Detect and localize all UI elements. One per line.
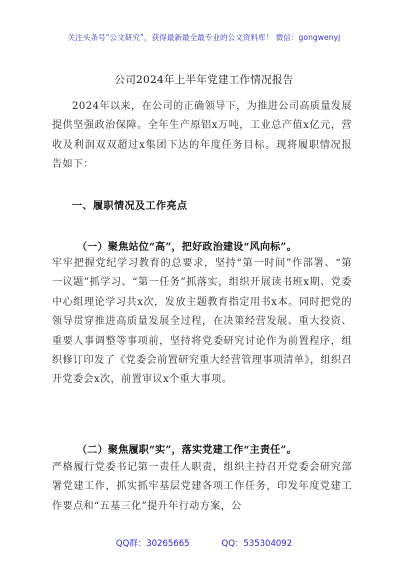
sub-heading-2: （二）聚焦履职“实”，落实党建工作“主责任”。: [77, 445, 297, 456]
header-banner: 关注头条号“公文研究”，获得最新最全最专业的公文资料库！ 微信：gongwenyj: [67, 33, 341, 42]
footer-qq-number: QQ：535304092: [221, 539, 293, 549]
document-title: 公司2024年上半年党建工作情况报告: [114, 74, 294, 86]
section-heading-1: 一、履职情况及工作亮点: [72, 201, 188, 212]
footer-contact: [0, 537, 408, 549]
footer-qq-group: QQ群：30265665: [115, 539, 190, 549]
sub-heading-1: （一）聚焦站位“高”，把好政治建设“风向标”。: [77, 242, 297, 253]
intro-paragraph: 2024年以来，在公司的正确领导下，为推进公司高质量发展提供坚强政治保障。全年生产原铝x万吨，工业总产值x亿元，营收及利润双双超过x集团下达的年度任务目标。现将履职情况报告如下：: [52, 101, 352, 171]
sub-section-1-body: 牢牢把握党纪学习教育的总要求，坚持“第一时间”作部署、“第一议题”抓学习、“第一任务”抓落实，组织开展读书班x期、党委中心组理论学习共x次，发放主题教育指定用书x本。同时把党的领导贯穿推进高质量发展全过程，在决策经营发展、重大投资、重要人事调整等事项前，坚持将党委研究讨论作为前置程序，组织修订印发了《党委会前置研究重大经营管理事项清单》，组织召开党委会x次，前置审议x个重大事项。: [52, 258, 352, 386]
sub-section-2-body: 严格履行党委书记第一责任人职责，组织主持召开党委会研究部署党建工作，抓实抓牢基层党建各项工作任务，印发年度党建工作要点和“五基三化”提升年行动方案，公: [52, 462, 352, 512]
